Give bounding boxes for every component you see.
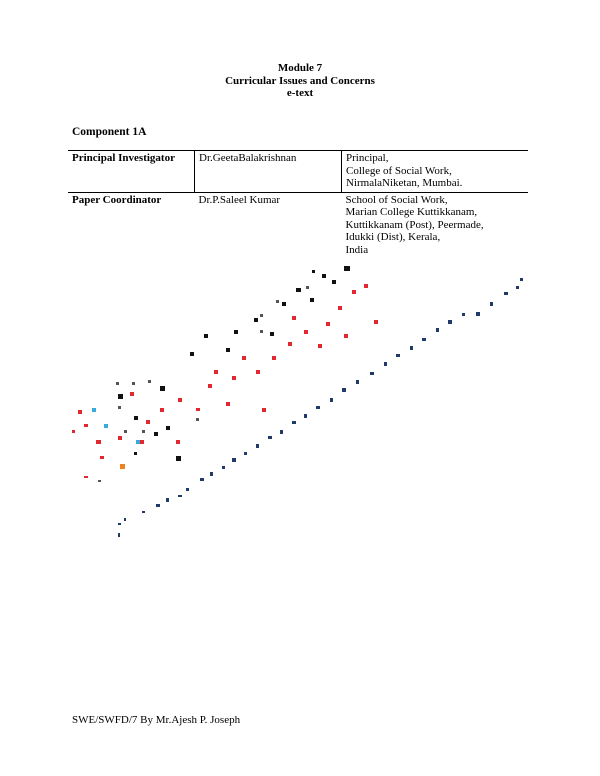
affiliation-line: School of Social Work, xyxy=(345,193,448,206)
affiliation-line: College of Social Work, xyxy=(346,164,452,177)
module-title: Curricular Issues and Concerns xyxy=(225,74,375,87)
affiliation-line: Marian College Kuttikkanam, xyxy=(345,206,478,218)
affiliation-line: Idukki (Dist), Kerala, xyxy=(345,231,441,243)
component-heading: Component 1A xyxy=(72,126,147,138)
footer-text: SWE/SWFD/7 By Mr.Ajesh P. Joseph xyxy=(72,714,241,726)
affiliation-line: India xyxy=(345,243,369,256)
name-cell: Dr.GeetaBalakrishnan xyxy=(195,151,342,193)
name-cell: Dr.P.Saleel Kumar xyxy=(198,193,281,206)
module-subtitle: e-text xyxy=(286,87,314,99)
affiliation-line: Principal, xyxy=(346,152,389,164)
module-number: Module 7 xyxy=(277,62,323,74)
role-cell: Principal Investigator xyxy=(68,151,195,193)
affiliation-line: Kuttikkanam (Post), Peermade, xyxy=(345,218,484,231)
affiliation-line: NirmalaNiketan, Mumbai. xyxy=(346,177,463,189)
role-cell: Paper Coordinator xyxy=(72,193,162,206)
